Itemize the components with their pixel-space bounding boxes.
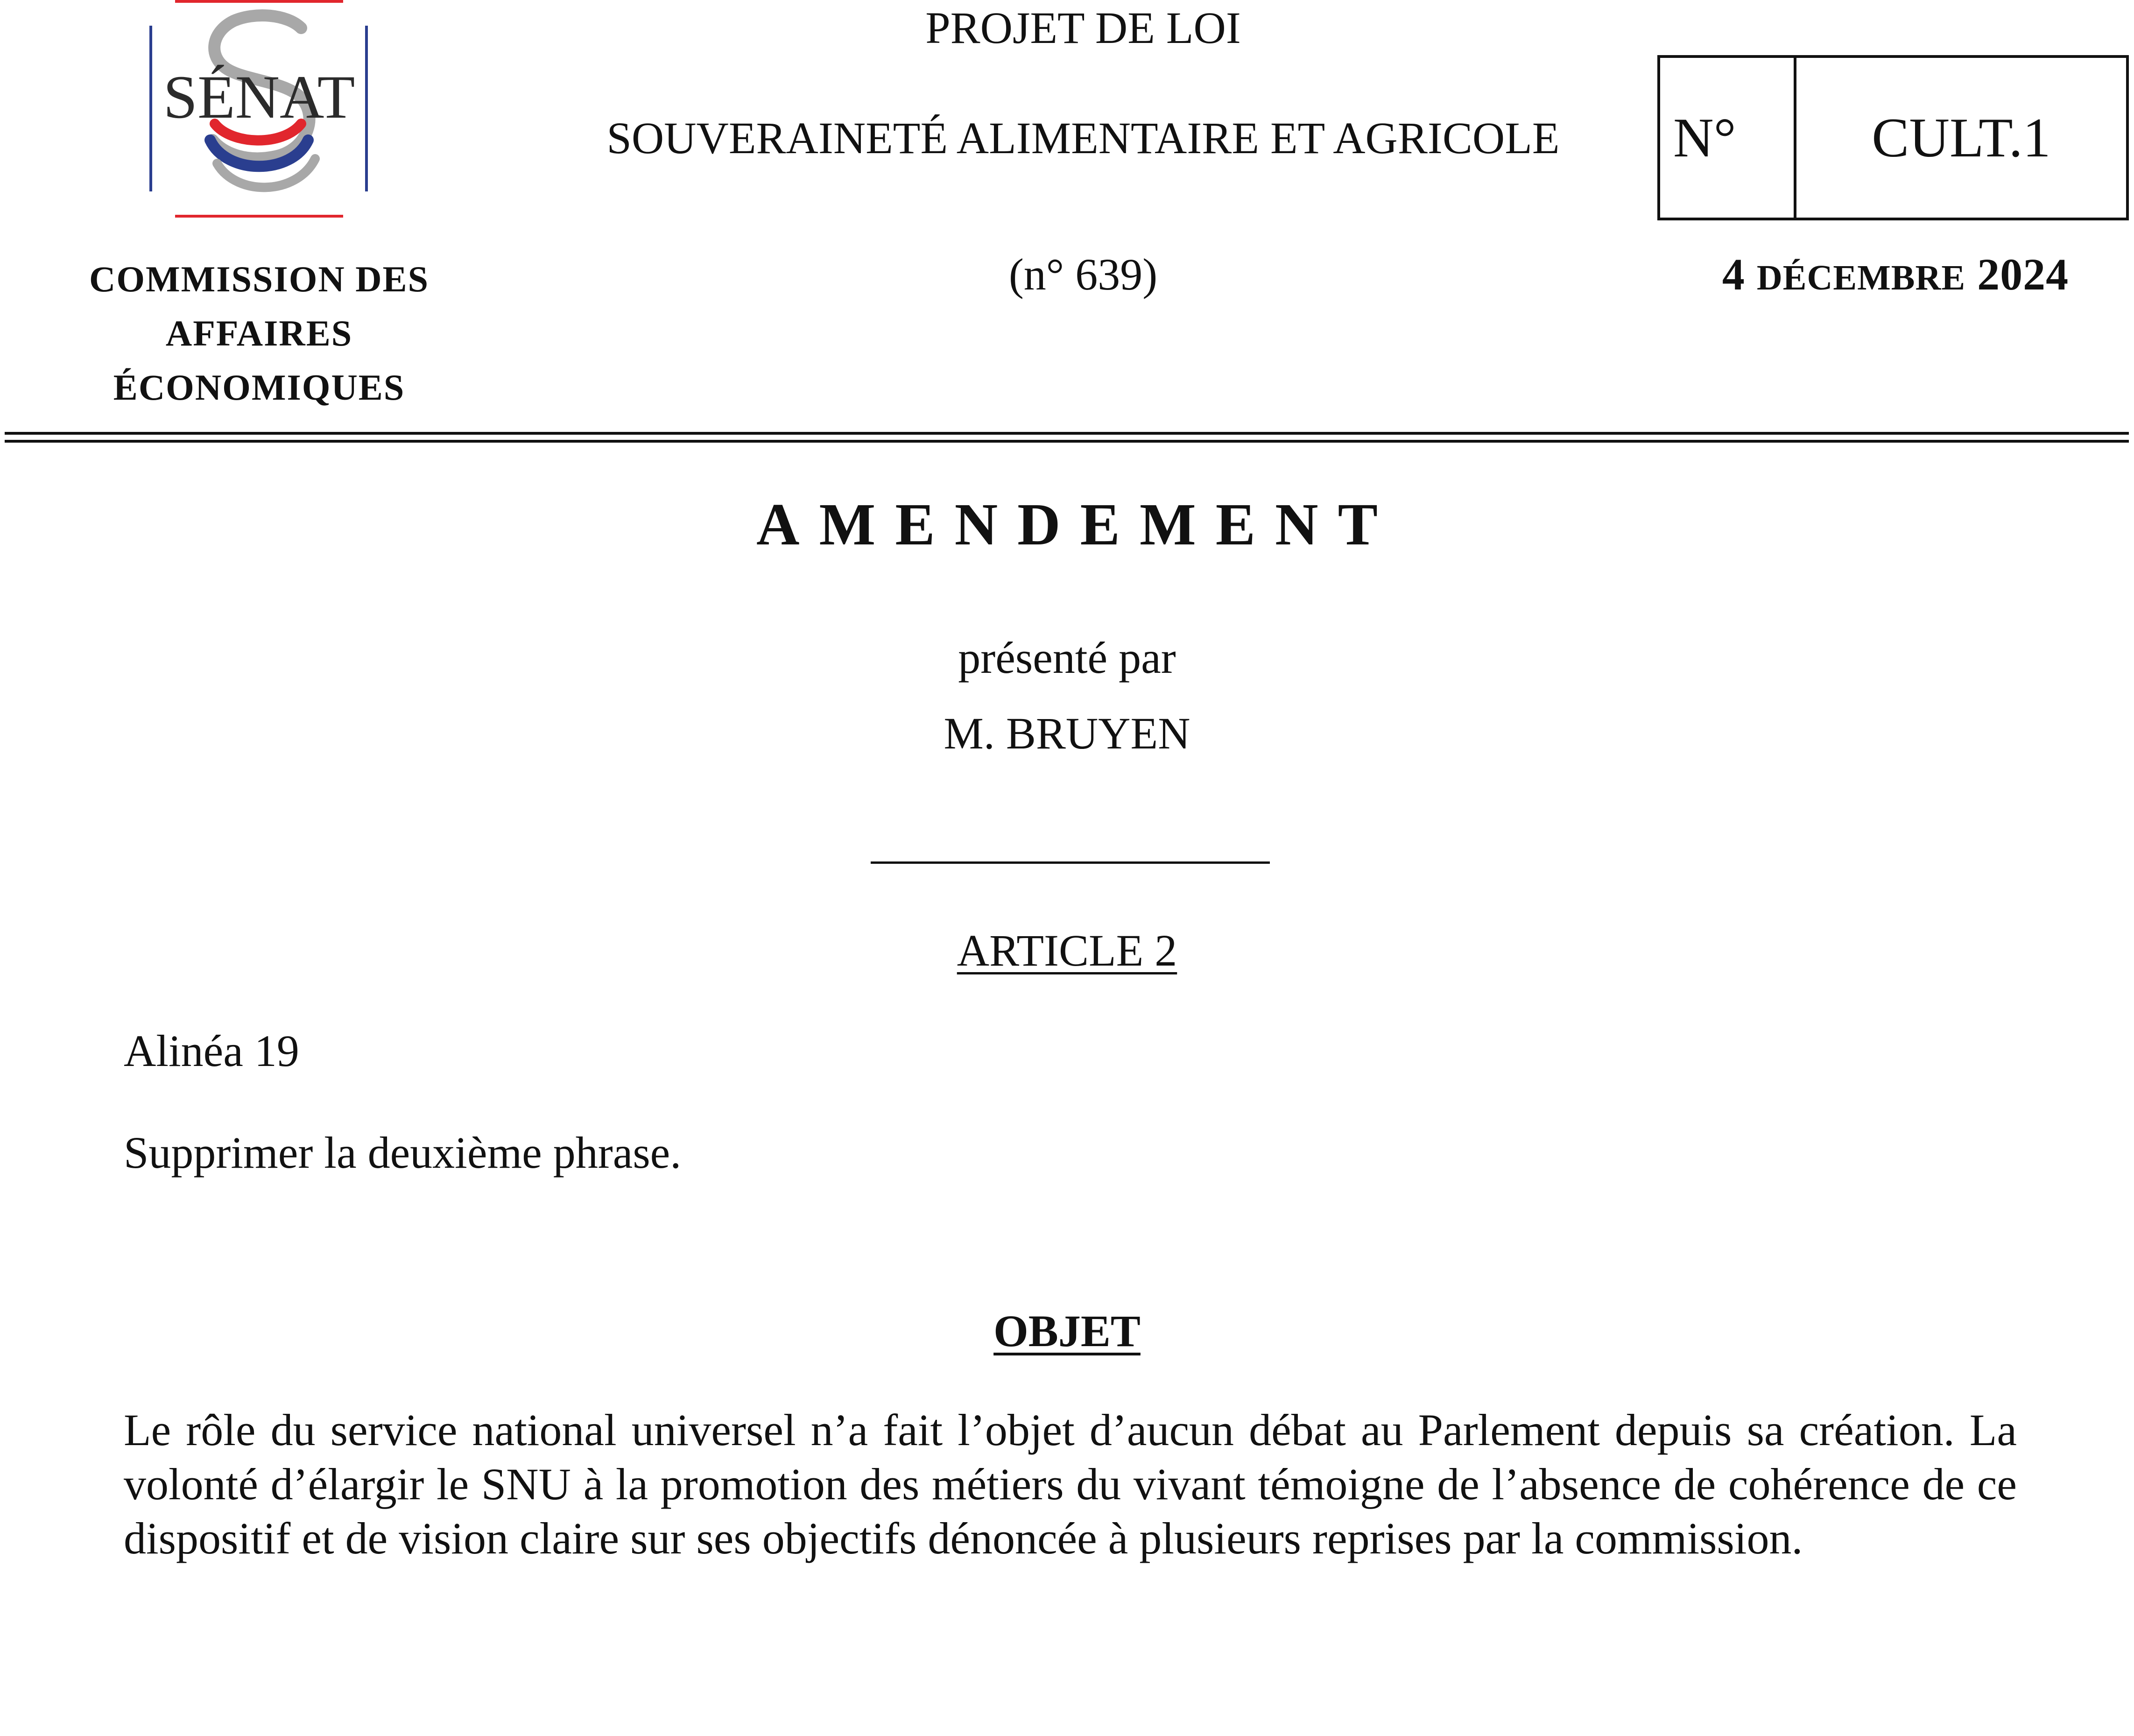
bill-number: (n° 639) [1008, 249, 1158, 299]
date-year: 2024 [1977, 249, 2069, 299]
bill-title: SOUVERAINETÉ ALIMENTAIRE ET AGRICOLE [606, 113, 1560, 163]
article-heading [0, 924, 2134, 976]
article-label: ARTICLE 2 [957, 925, 1177, 975]
alinea-reference: Alinéa 19 [124, 1026, 299, 1076]
commission-name [44, 252, 474, 415]
header-divider-top [5, 432, 2129, 435]
amendment-number: CULT.1 [1872, 106, 2051, 169]
amendment-number-box [1657, 55, 2129, 220]
objet-heading [0, 1305, 2134, 1357]
commission-line-1: COMMISSION DES [89, 259, 429, 299]
presented-by-label: présenté par [958, 633, 1176, 683]
header-divider-bottom [5, 440, 2129, 443]
objet-paragraph: Le rôle du service national universel n’a fait l’objet d’aucun débat au Parlement depuis sa création. La volonté d’élargir le SNU à la promotion des métiers du vivant témoigne de l’absence de cohérence de ce dispositif et de vision claire sur ses objectifs dénoncée à plusieurs reprises par la commission. [124, 1405, 2017, 1563]
amendment-instruction: Supprimer la deuxième phrase. [124, 1128, 682, 1178]
projet-de-loi-label: PROJET DE LOI [925, 3, 1241, 53]
objet-label: OBJET [993, 1306, 1141, 1356]
document-title: AMENDEMENT [756, 491, 1397, 557]
date-day: 4 [1722, 249, 1745, 299]
amendment-date [1662, 249, 2129, 299]
commission-line-2: AFFAIRES [165, 313, 353, 353]
author-name: M. BRUYEN [944, 708, 1190, 758]
logo-text: SÉNAT [163, 63, 355, 131]
date-month: DÉCEMBRE [1756, 258, 1966, 297]
senat-logo [147, 0, 371, 219]
number-label: N° [1660, 58, 1796, 218]
separator-line [871, 861, 1270, 864]
commission-line-3: ÉCONOMIQUES [113, 367, 405, 408]
